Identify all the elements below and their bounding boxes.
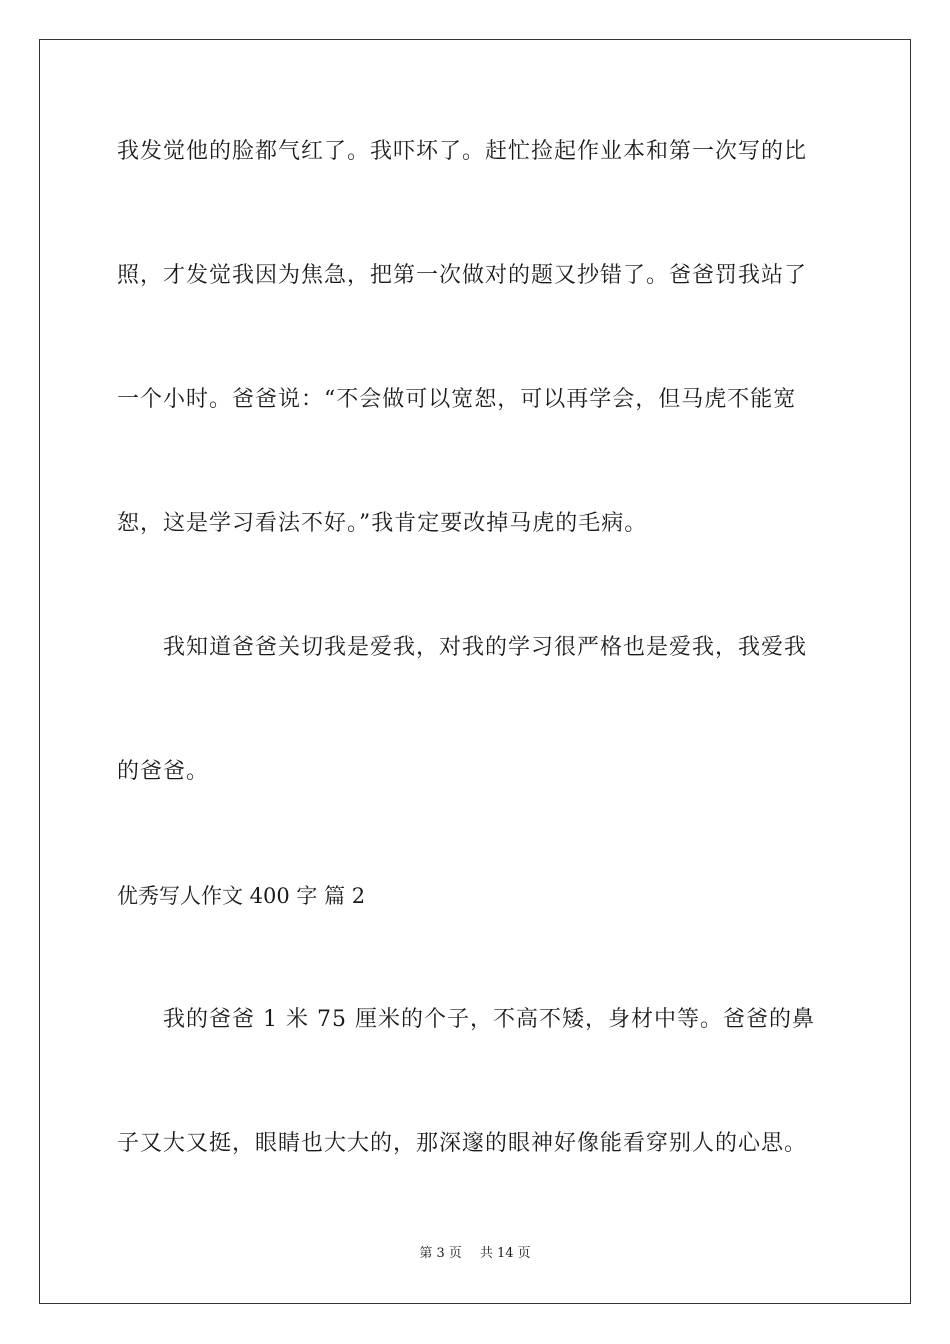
paragraph-line-7: 我的爸爸 1 米 75 厘米的个子，不高不矮，身材中等。爸爸的鼻 xyxy=(163,1007,815,1032)
page-total: 共 14 页 xyxy=(479,1246,531,1261)
paragraph-line-5: 我知道爸爸关切我是爱我，对我的学习很严格也是爱我，我爱我 xyxy=(163,635,808,660)
page-footer xyxy=(0,1245,950,1263)
paragraph-line-6: 的爸爸。 xyxy=(117,759,210,784)
paragraph-line-3: 一个小时。爸爸说：“不会做可以宽恕，可以再学会，但马虎不能宽 xyxy=(117,387,797,412)
paragraph-line-8: 子又大又挺，眼睛也大大的，那深邃的眼神好像能看穿别人的心思。 xyxy=(117,1131,808,1156)
paragraph-line-1: 我发觉他的脸都气红了。我吓坏了。赶忙捡起作业本和第一次写的比 xyxy=(117,139,808,164)
page-border xyxy=(39,39,911,1304)
section-heading: 优秀写人作文 400 字 篇 2 xyxy=(117,884,366,908)
paragraph-line-4: 恕，这是学习看法不好。”我肯定要改掉马虎的毛病。 xyxy=(117,511,648,536)
page-number: 第 3 页 xyxy=(419,1246,462,1261)
paragraph-line-2: 照，才发觉我因为焦急，把第一次做对的题又抄错了。爸爸罚我站了 xyxy=(117,263,808,288)
